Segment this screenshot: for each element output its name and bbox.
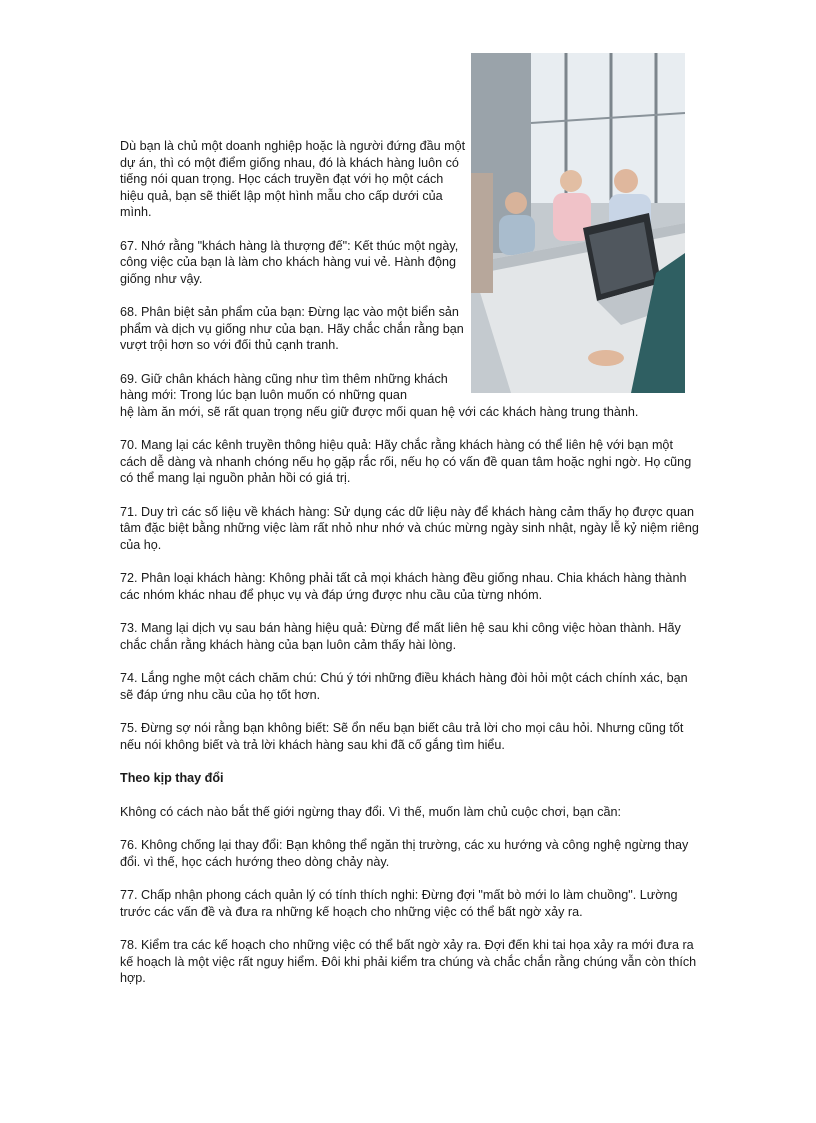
intro-paragraph: Dù bạn là chủ một doanh nghiệp hoặc là người đứng đầu một dự án, thì có một điểm giống nhau, đó là khách hàng luôn có tiếng nói quan trọng. Học cách truyền đạt với họ một cách hiệu quả, bạn sẽ thiết lập một hình mẫu cho cấp dưới của mình. xyxy=(120,139,466,219)
tip-69 xyxy=(120,371,700,421)
tip-70: 70. Mang lại các kênh truyền thông hiệu quả: Hãy chắc rằng khách hàng có thể liên hệ với bạn một cách dễ dàng và nhanh chóng nếu họ gặp rắc rối, nếu họ có vấn đề quan tâm hoặc nghi ngờ. Họ cũng có thể mang lại nguồn phản hồi có giá trị. xyxy=(120,438,692,485)
tip-78: 78. Kiểm tra các kế hoạch cho những việc có thể bất ngờ xảy ra. Đợi đến khi tai họa xảy ra mới đưa ra kế hoạch là một việc rất nguy hiểm. Đôi khi phải kiểm tra chúng và chắc chắn rằng chúng vẫn còn thích hợp. xyxy=(120,938,697,985)
section-heading: Theo kịp thay đổi xyxy=(120,771,224,785)
tip-74: 74. Lắng nghe một cách chăm chú: Chú ý tới những điều khách hàng đòi hỏi một cách chính xác, bạn sẽ đáp ứng nhu cầu của họ tốt hơn. xyxy=(120,671,688,702)
tip-67: 67. Nhớ rằng "khách hàng là thượng đế": Kết thúc một ngày, công việc của bạn là làm cho khách hàng vui vẻ. Hành động giống như vậy. xyxy=(120,238,459,286)
tip-73: 73. Mang lại dịch vụ sau bán hàng hiệu quả: Đừng để mất liên hệ sau khi công việc hòan thành. Hãy chắc chắn rằng khách hàng của bạn luôn cảm thấy hài lòng. xyxy=(120,621,681,652)
tip-77: 77. Chấp nhận phong cách quản lý có tính thích nghi: Đừng đợi "mất bò mới lo làm chuồng". Lường trước các vấn đề và đưa ra những kế hoạch cho những việc có thể bất ngờ xảy ra. xyxy=(120,888,678,919)
tip-76: 76. Không chống lại thay đổi: Bạn không thể ngăn thị trường, các xu hướng và công nghệ ngừng thay đổi. vì thế, học cách hướng theo dòng chảy này. xyxy=(120,838,689,869)
tip-69-start: 69. Giữ chân khách hàng cũng như tìm thêm những khách hàng mới: Trong lúc bạn luôn muốn có những quan xyxy=(120,371,448,402)
article-body xyxy=(120,138,700,1004)
tip-72: 72. Phân loại khách hàng: Không phải tất cả mọi khách hàng đều giống nhau. Chia khách hàng thành các nhóm khác nhau để phục vụ và đáp ứng được nhu cầu của từng nhóm. xyxy=(120,571,687,602)
tip-68: 68. Phân biệt sản phẩm của bạn: Đừng lạc vào một biển sản phẩm và dịch vụ giống như của bạn. Hãy chắc chắn rằng bạn vượt trội hơn so với đối thủ cạnh tranh. xyxy=(120,305,464,352)
tip-71: 71. Duy trì các số liệu về khách hàng: Sử dụng các dữ liệu này để khách hàng cảm thấy họ được quan tâm đặc biệt bằng những việc làm rất nhỏ như nhớ và chúc mừng ngày sinh nhật, ngày lễ kỷ niệm riêng của họ. xyxy=(120,504,699,552)
section-lead: Không có cách nào bắt thế giới ngừng thay đổi. Vì thế, muốn làm chủ cuộc chơi, bạn cần: xyxy=(120,804,622,819)
tip-69-end: hệ làm ăn mới, sẽ rất quan trọng nếu giữ được mối quan hệ với các khách hàng trung thành. xyxy=(120,404,639,419)
tip-75: 75. Đừng sợ nói rằng bạn không biết: Sẽ ổn nếu bạn biết câu trả lời cho mọi câu hỏi. Nhưng cũng tốt nếu nói không biết và trả lời khách hàng sau khi đã cố gắng tìm hiểu. xyxy=(120,721,684,752)
